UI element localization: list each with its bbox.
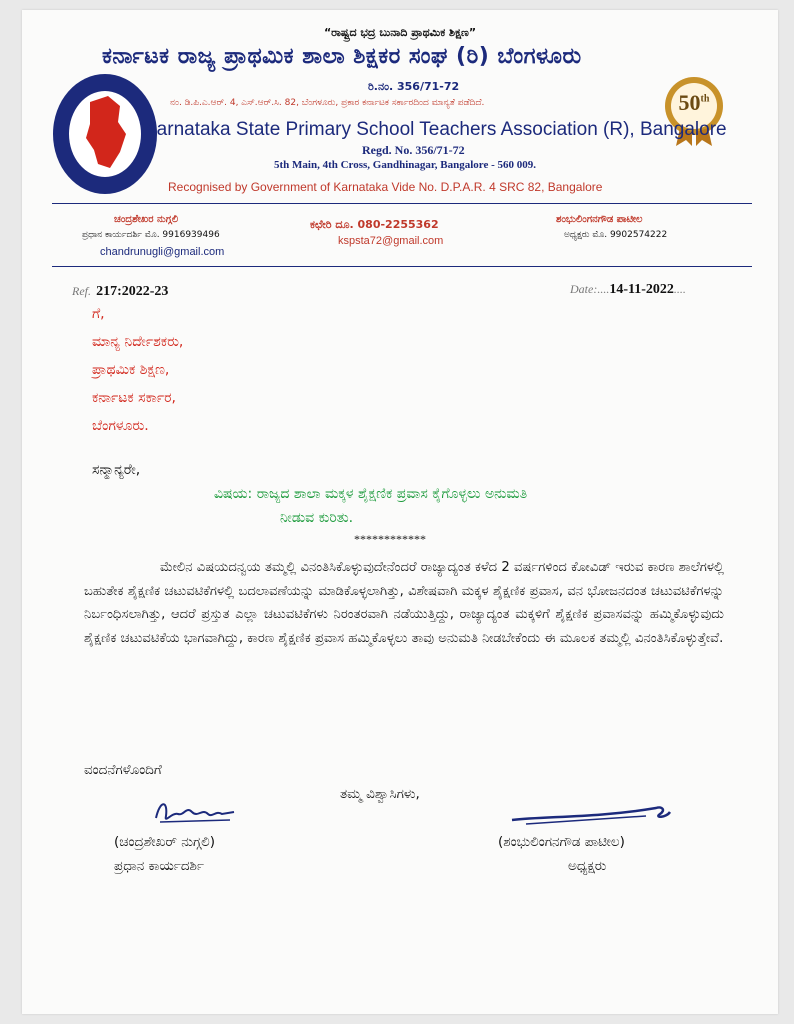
recipient-line-2: ಮಾನ್ಯ ನಿರ್ದೇಶಕರು, [92, 334, 184, 350]
subject-line-2: ನೀಡುವ ಕುರಿತು. [280, 510, 354, 526]
date-trail: .... [673, 282, 686, 296]
contact-left-email[interactable]: chandrunugli@gmail.com [100, 246, 225, 258]
header-divider-top [52, 203, 752, 204]
contact-left-name: ಚಂದ್ರಶೇಖರ ನುಗ್ಗಲಿ [114, 214, 179, 225]
right-signatory-name: (ಶಂಭುಲಿಂಗನಗೌಡ ಪಾಟೀಲ) [498, 834, 625, 850]
body-text: ಮೇಲಿನ ವಿಷಯದನ್ವಯ ತಮ್ಮಲ್ಲಿ ವಿನಂತಿಸಿಕೊಳ್ಳುವುದೇನೆಂದರೆ ರಾಜ್ಯಾದ್ಯಂತ ಕಳೆದ 2 ವರ್ಷಗಳಿಂದ ಕೋವಿಡ್ ಇರುವ ಕಾರಣ ಶಾಲೆಗಳಲ್ಲಿ ಬಹುತೇಕ ಶೈಕ್ಷಣಿಕ ಚಟುವಟಿಕೆಗಳಲ್ಲಿ ಬದಲಾವಣೆಯನ್ನು ಮಾಡಿಕೊಳ್ಳಲಾಗಿತ್ತು, ವಿಶೇಷವಾಗಿ ಮಕ್ಕಳ ಶೈಕ್ಷಣಿಕ ಪ್ರವಾಸ, ವನ ಭೋಜನದಂತ ಚಟುವಟಿಕೆಗಳನ್ನು ನಿರ್ಬಂಧಿಸಲಾಗಿತ್ತು, ಆದರೆ ಪ್ರಸ್ತುತ ಎಲ್ಲಾ ಚಟುವಟಿಕೆಗಳು ನಿರಂತರವಾಗಿ ನಡೆಯುತ್ತಿದ್ದು, ರಾಜ್ಯಾದ್ಯಂತ ಮಕ್ಕಳಿಗೆ ಶೈಕ್ಷಣಿಕ ಪ್ರವಾಸವನ್ನು ಹಮ್ಮಿಕೊಳ್ಳುವುದು ಶೈಕ್ಷಣಿಕ ಚಟುವಟಿಕೆಯ ಭಾಗವಾಗಿದ್ದು, ಕಾರಣ ಶೈಕ್ಷಣಿಕ ಪ್ರವಾಸ ಹಮ್ಮಿಕೊಳ್ಳಲು ತಾವು ಅನುಮತಿ ನೀಡಬೇಕೆಂದು ಈ ಮೂಲಕ ತಮ್ಮಲ್ಲಿ ವಿನಂತಿಸಿಕೊಳ್ಳುತ್ತೇವೆ. [84, 560, 724, 646]
right-signatory-title: ಅಧ್ಯಕ್ಷರು [568, 858, 607, 874]
recipient-line-4: ಕರ್ನಾಟಕ ಸರ್ಕಾರ, [92, 390, 176, 406]
ref-row [72, 280, 168, 300]
office-email[interactable]: kspsta72@gmail.com [338, 235, 444, 247]
closing-greeting: ವಂದನೆಗಳೊಂದಿಗೆ [84, 762, 162, 778]
reg-no-english: Regd. No. 356/71-72 [362, 143, 465, 157]
date-row [570, 278, 686, 298]
ref-label: Ref. [72, 284, 91, 298]
contact-right-role-phone: ಅಧ್ಯಕ್ಷರು ಮೊ. 9902574222 [564, 230, 668, 240]
address: 5th Main, 4th Cross, Gandhinagar, Bangalore - 560 009. [274, 159, 537, 171]
left-signatory-title: ಪ್ರಧಾನ ಕಾರ್ಯದರ್ಶಿ [114, 858, 204, 874]
left-signature [150, 794, 240, 830]
ref-value: 217:2022-23 [96, 284, 169, 299]
salutation: ಸನ್ಮಾನ್ಯರೇ, [92, 462, 141, 478]
org-name-kannada: ಕರ್ನಾಟಕ ರಾಜ್ಯ ಪ್ರಾಥಮಿಕ ಶಾಲಾ ಶಿಕ್ಷಕರ ಸಂಘ (ರಿ) ಬೆಂಗಳೂರು [102, 44, 582, 69]
office-phone: ಕಛೇರಿ ದೂ. 080-2255362 [310, 218, 439, 231]
subject-line-1: ವಿಷಯ: ರಾಜ್ಯದ ಶಾಲಾ ಮಕ್ಕಳ ಶೈಕ್ಷಣಿಕ ಪ್ರವಾಸ ಕೈಗೊಳ್ಳಲು ಅನುಮತಿ [214, 486, 528, 502]
date-label: Date:.... [570, 282, 610, 296]
org-name-english: Karnataka State Primary School Teachers Association (R), Bangalore [144, 119, 727, 140]
right-signature [506, 798, 676, 828]
recipient-line-3: ಪ್ರಾಥಮಿಕ ಶಿಕ್ಷಣ, [92, 362, 170, 378]
recipient-line-1: ಗೆ, [92, 306, 105, 322]
letter-body [84, 556, 724, 650]
header-divider-bottom [52, 266, 752, 267]
badge-sup: th [700, 93, 710, 105]
letter-page [22, 10, 778, 1014]
closing-yours: ತಮ್ಮ ವಿಶ್ವಾಸಿಗಳು, [340, 786, 420, 802]
motto: “ರಾಷ್ಟ್ರದ ಭದ್ರ ಬುನಾದಿ ಪ್ರಾಥಮಿಕ ಶಿಕ್ಷಣ” [323, 26, 477, 39]
contact-right-name: ಶಂಭುಲಿಂಗನಗೌಡ ಪಾಟೀಲ [556, 214, 643, 225]
reg-no-kannada: ರಿ.ನಂ. 356/71-72 [368, 80, 460, 93]
left-signatory-name: (ಚಂದ್ರಶೇಖರ್ ನುಗ್ಗಲಿ) [114, 834, 215, 850]
recognition-kannada: ನಂ. ಡಿ.ಪಿ.ಎ.ಆರ್. 4, ಎಸ್.ಆರ್.ಸಿ. 82, ಬೆಂಗಳೂರು, ಪ್ರಕಾರ ಕರ್ನಾಟಕ ಸರ್ಕಾರದಿಂದ ಮಾನ್ಯತೆ ಪಡೆದಿದೆ. [170, 98, 485, 108]
recipient-line-5: ಬೆಂಗಳೂರು. [92, 418, 149, 434]
badge-number: 50 [678, 90, 701, 115]
recognition-english: Recognised by Government of Karnataka Vide No. D.P.A.R. 4 SRC 82, Bangalore [168, 180, 603, 194]
subject-separator: ************ [354, 532, 426, 546]
date-value: 14-11-2022 [609, 282, 674, 297]
contact-left-role-phone: ಪ್ರಧಾನ ಕಾರ್ಯದರ್ಶಿ ಮೊ. 9916939496 [82, 230, 220, 240]
